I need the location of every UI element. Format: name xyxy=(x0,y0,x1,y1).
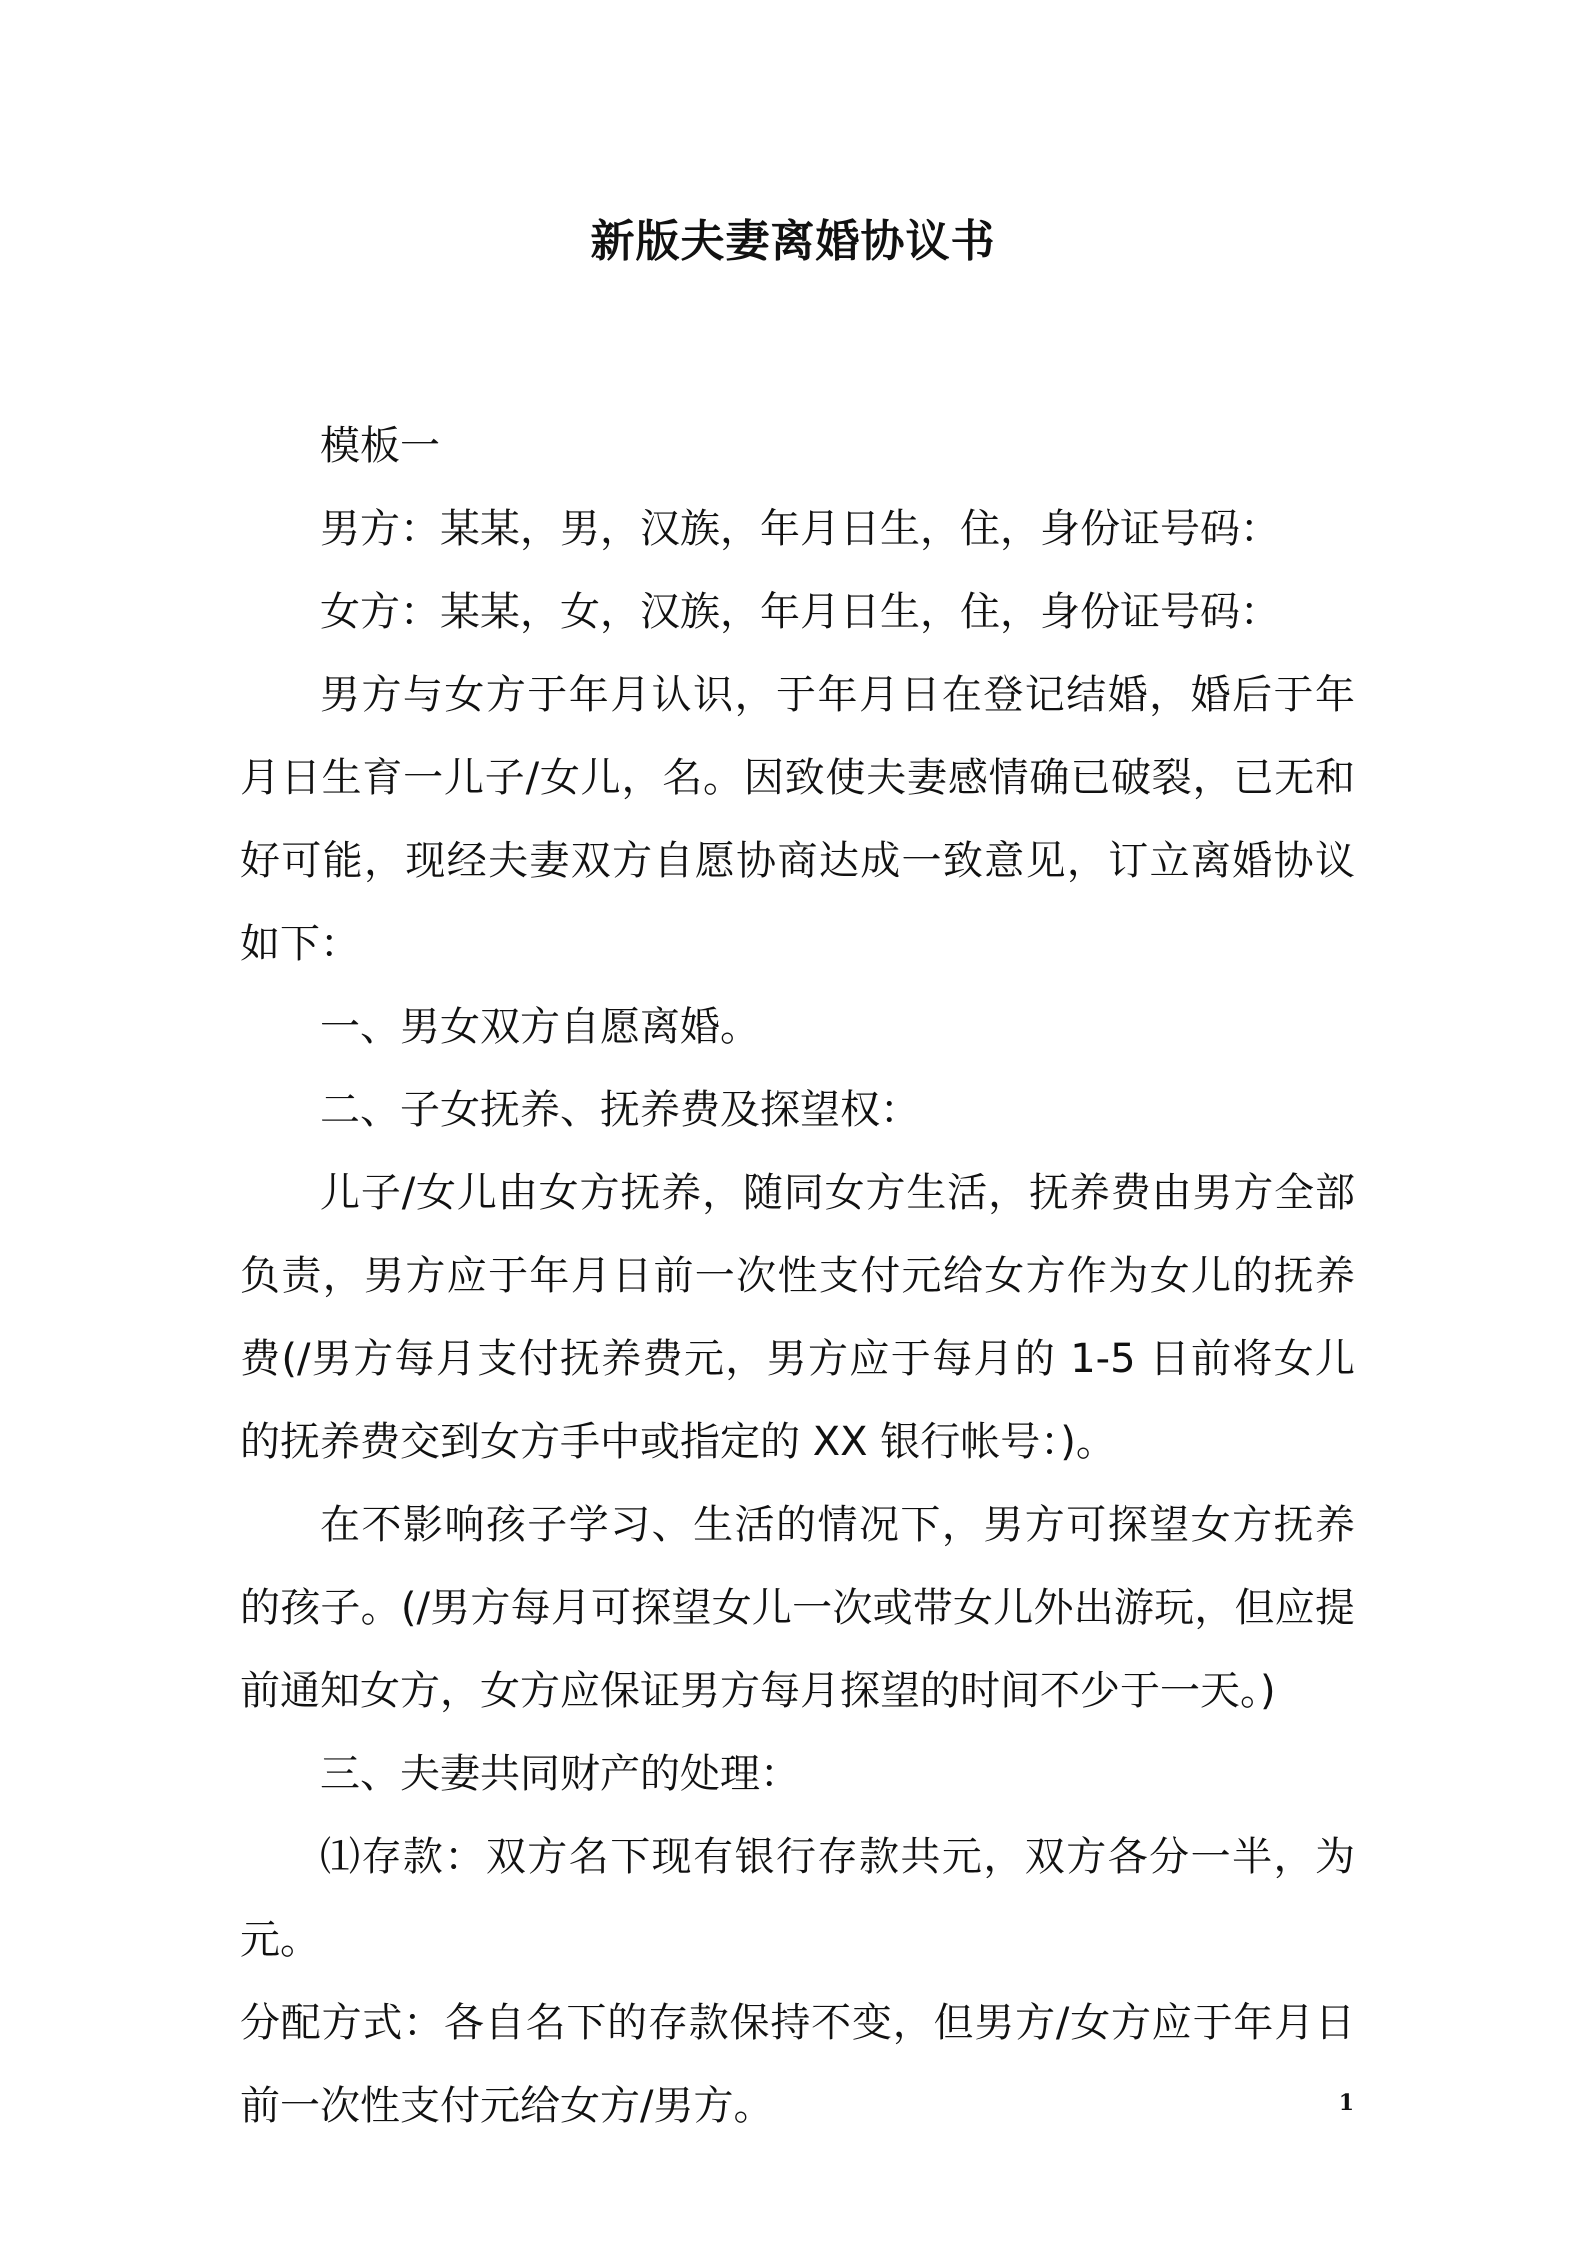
page-number: 1 xyxy=(1338,2090,1354,2116)
child-custody-paragraph: 儿子/女儿由女方抚养，随同女方生活，抚养费由男方全部负责，男方应于年月日前一次性支付元给女方作为女儿的抚养费(/男方每月支付抚养费元，男方应于每月的 1-5 日前将女儿的抚养费交到女方手中或指定的 XX 银行帐号：)。 xyxy=(240,1170,1355,1465)
visitation-paragraph: 在不影响孩子学习、生活的情况下，男方可探望女方抚养的孩子。(/男方每月可探望女儿一次或带女儿外出游玩，但应提前通知女方，女方应保证男方每月探望的时间不少于一天。) xyxy=(240,1502,1355,1714)
party-female: 女方：某某，女，汉族，年月日生，住，身份证号码： xyxy=(320,589,1280,635)
marriage-background-paragraph: 男方与女方于年月认识，于年月日在登记结婚，婚后于年月日生育一儿子/女儿，名。因致使夫妻感情确已破裂，已无和好可能，现经夫妻双方自愿协商达成一致意见，订立离婚协议如下： xyxy=(240,672,1355,967)
distribution-paragraph: 分配方式：各自名下的存款保持不变，但男方/女方应于年月日前一次性支付元给女方/男方。 xyxy=(240,2000,1355,2129)
clause-two-heading: 二、子女抚养、抚养费及探望权： xyxy=(320,1087,920,1133)
section-label: 模板一 xyxy=(320,423,440,469)
savings-paragraph: ⑴存款：双方名下现有银行存款共元，双方各分一半，为元。 xyxy=(240,1834,1355,1963)
party-male: 男方：某某，男，汉族，年月日生，住，身份证号码： xyxy=(320,506,1280,552)
clause-three-heading: 三、夫妻共同财产的处理： xyxy=(320,1751,800,1797)
document-title: 新版夫妻离婚协议书 xyxy=(590,216,996,267)
document-body xyxy=(240,405,1355,2148)
clause-one-heading: 一、男女双方自愿离婚。 xyxy=(320,1004,760,1050)
